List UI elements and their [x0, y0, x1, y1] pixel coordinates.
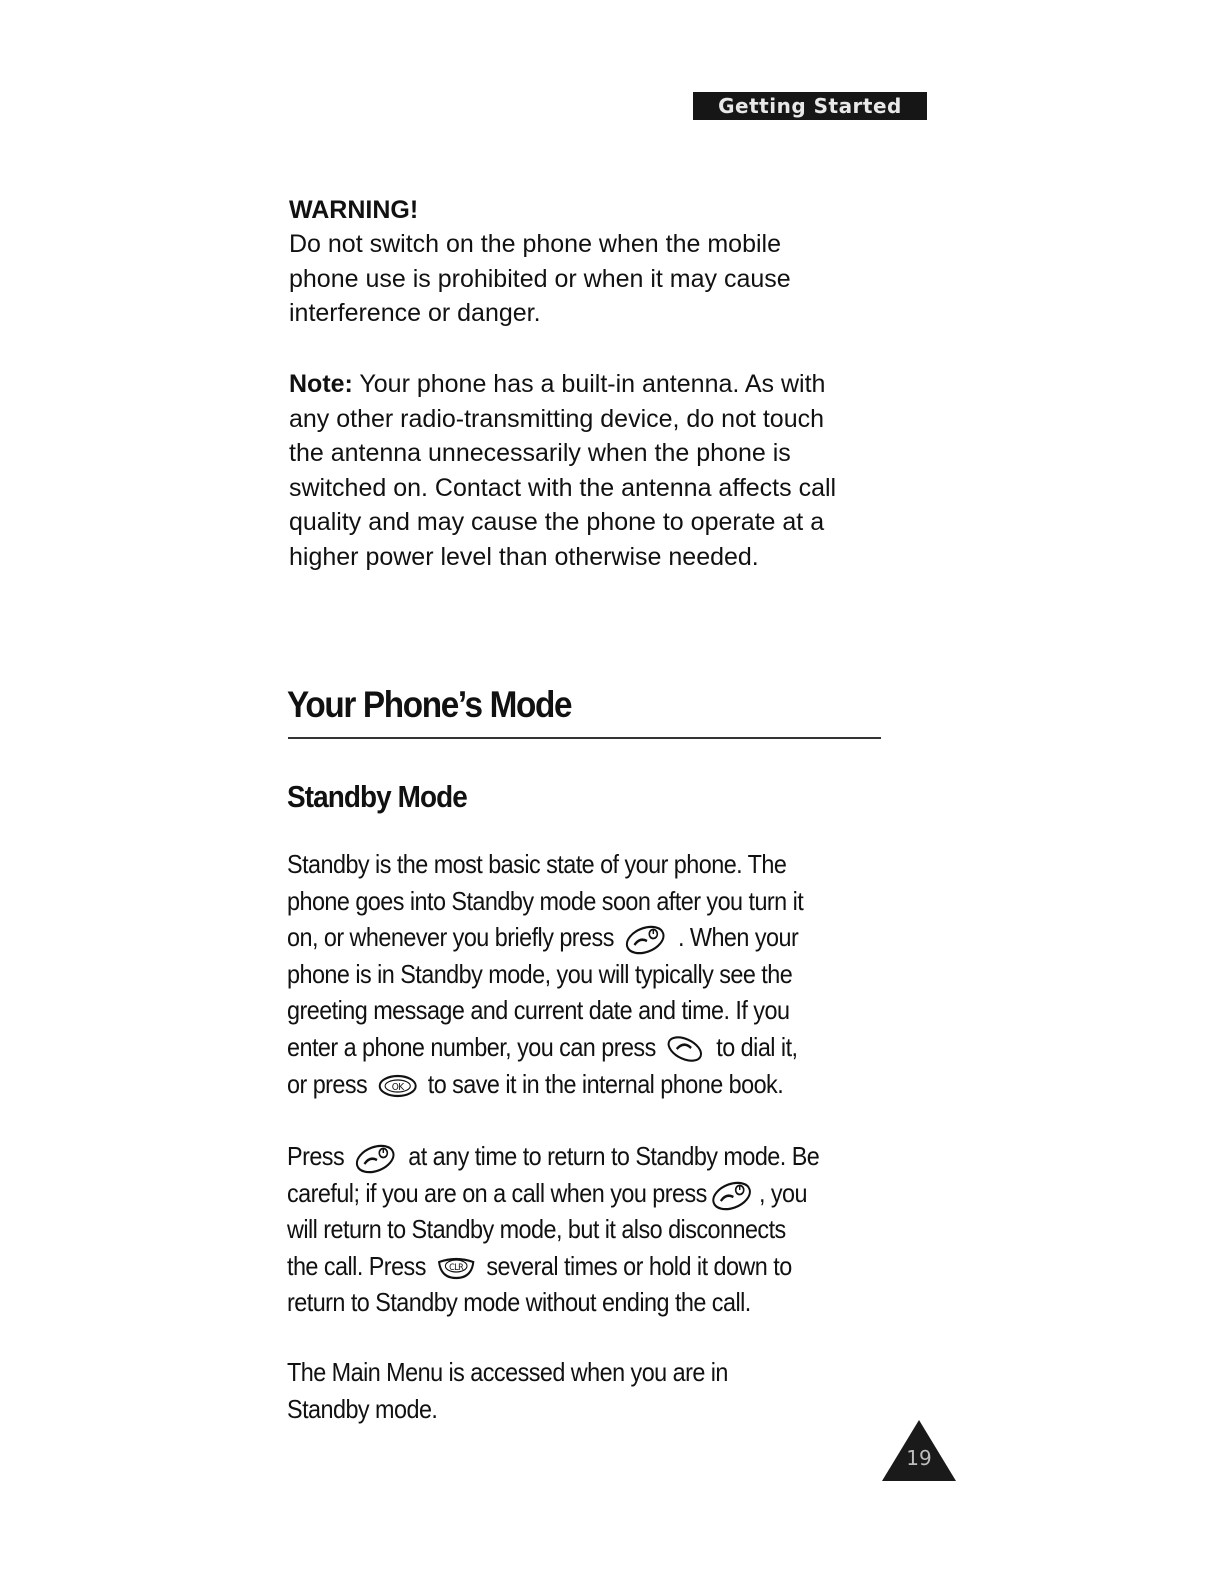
body-text: or press: [287, 1068, 368, 1099]
body-text: careful; if you are on a call when you press: [287, 1177, 707, 1208]
body-line: [287, 1138, 899, 1175]
body-line: [287, 1066, 899, 1103]
body-text: to dial it,: [716, 1031, 798, 1062]
standby-paragraph-1: [287, 846, 899, 1102]
section-tab-getting-started: Getting Started: [693, 92, 927, 120]
clr-key-label: CLR: [449, 1262, 464, 1274]
subsection-title: Standby Mode: [287, 779, 467, 814]
note-label: Note:: [289, 370, 353, 398]
standby-paragraph-2: [287, 1138, 899, 1321]
warning-line: Do not switch on the phone when the mobile: [289, 230, 781, 258]
body-text: enter a phone number, you can press: [287, 1031, 656, 1062]
body-line: [287, 919, 899, 956]
clr-key-icon: [435, 1254, 476, 1282]
note-line: the antenna unnecessarily when the phone is: [289, 439, 791, 467]
body-text: the call. Press: [287, 1250, 426, 1281]
body-text: several times or hold it down to: [486, 1250, 792, 1281]
body-line: return to Standby mode without ending the call.: [287, 1287, 751, 1318]
body-line: Standby mode.: [287, 1393, 438, 1424]
warning-body: [289, 227, 889, 331]
send-key-icon: [665, 1034, 706, 1064]
warning-title: WARNING!: [289, 196, 419, 224]
note-paragraph: [289, 367, 889, 574]
body-text: at any time to return to Standby mode. Be: [408, 1141, 820, 1171]
note-line: quality and may cause the phone to operate at a: [289, 508, 825, 536]
end-key-icon: [623, 923, 668, 955]
note-text: Your phone has a built-in antenna. As with: [352, 370, 826, 398]
ok-key-label: OK: [391, 1081, 404, 1093]
body-line: phone goes into Standby mode soon after you turn it: [287, 885, 804, 916]
body-line: phone is in Standby mode, you will typically see the: [287, 958, 793, 989]
page-number: 19: [906, 1446, 932, 1470]
body-text: to save it in the internal phone book.: [427, 1068, 784, 1099]
body-line: Standby is the most basic state of your phone. The: [287, 849, 787, 879]
ok-key-icon: [377, 1073, 418, 1099]
standby-paragraph-3: [287, 1354, 899, 1427]
end-key-icon: [354, 1142, 399, 1174]
body-line: greeting message and current date and time. If you: [287, 995, 790, 1026]
section-title: Your Phone’s Mode: [287, 684, 572, 725]
note-line: switched on. Contact with the antenna affects call: [289, 473, 837, 502]
end-key-icon: [710, 1179, 755, 1211]
body-text: on, or whenever you briefly press: [287, 922, 614, 953]
section-divider: [288, 737, 881, 739]
body-text: , you: [758, 1177, 808, 1208]
body-line: [287, 1029, 899, 1066]
body-line: [287, 1248, 899, 1285]
body-text: . When your: [677, 922, 799, 953]
note-line: [289, 367, 889, 402]
note-line: higher power level than otherwise needed.: [289, 542, 759, 571]
body-text: Press: [287, 1141, 345, 1171]
body-line: will return to Standby mode, but it also disconnects: [287, 1214, 786, 1245]
warning-line: phone use is prohibited or when it may cause: [289, 264, 791, 293]
body-line: [287, 1175, 899, 1212]
page-number-badge: [880, 1418, 958, 1484]
body-line: The Main Menu is accessed when you are in: [287, 1357, 728, 1387]
warning-line: interference or danger.: [289, 299, 541, 327]
note-line: any other radio-transmitting device, do not touch: [289, 404, 825, 433]
